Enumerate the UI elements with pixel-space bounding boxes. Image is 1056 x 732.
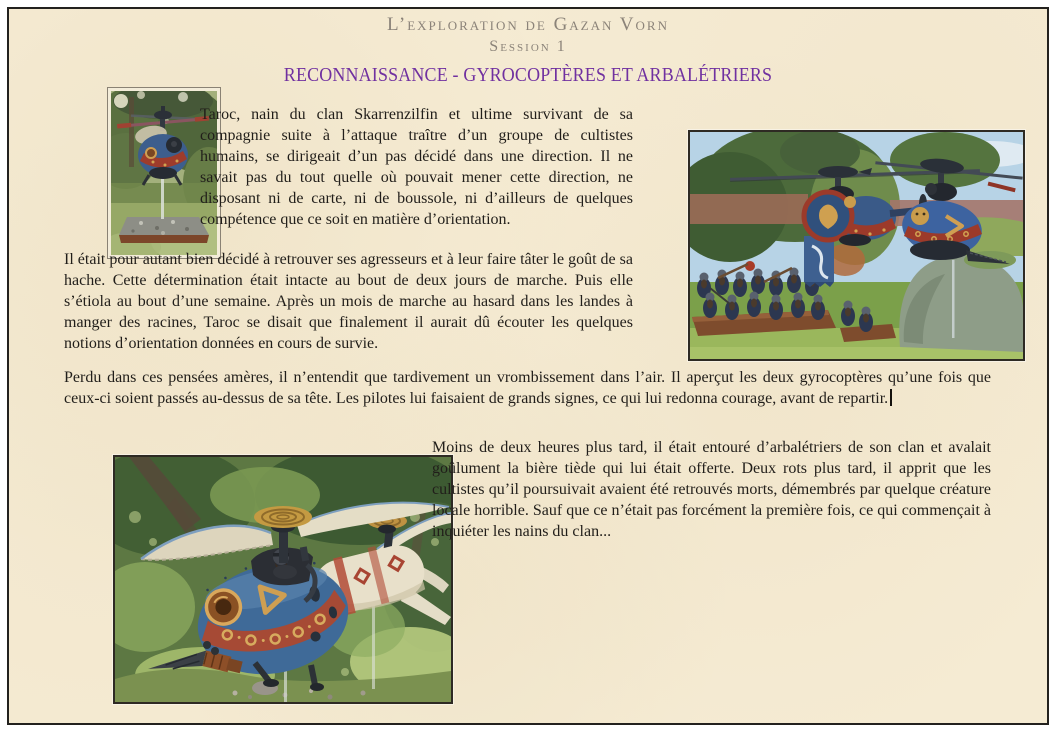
text-cursor bbox=[890, 389, 892, 406]
campaign-title[interactable]: L’exploration de Gazan Vorn bbox=[387, 14, 669, 35]
paragraph-return[interactable] bbox=[432, 437, 991, 542]
gyrocopter-closeup-photo[interactable] bbox=[113, 455, 453, 704]
paragraph-gyrocopters-text: Perdu dans ces pensées amères, il n’entendit que tardivement un vrombissement dans l’air. Il aperçut les deux gyrocoptères qu’une fois que ceux-ci soient passés au-dessus de sa tête. Les pilotes lui faisaient de grands signes, ce qui lui redonna courage, avant de repartir. bbox=[64, 369, 991, 407]
gyrocopters-regiment-illustration bbox=[690, 132, 1023, 359]
session-subtitle[interactable]: Session 1 bbox=[489, 38, 567, 55]
section-title[interactable]: RECONNAISSANCE - GYROCOPTÈRES ET ARBALÉTRIERS bbox=[283, 65, 773, 86]
gyrocopters-and-crossbowmen-photo[interactable] bbox=[688, 130, 1025, 361]
paragraph-determination[interactable] bbox=[64, 249, 633, 354]
paragraph-gyrocopters[interactable] bbox=[64, 367, 991, 409]
paragraph-return-text: Moins de deux heures plus tard, il était entouré d’arbalétriers de son clan et avalait goûlument la bière tiède qui lui était offerte. Deux rots plus tard, il apprit que les cultistes qu’il poursuivait avaient été retrouvés morts, démembrés par quelque créature locale horrible. Sauf que ce n’était pas forcément la première fois, ce qui commençait à inquiéter les nains du clan... bbox=[432, 439, 991, 540]
paragraph-intro[interactable] bbox=[200, 104, 633, 230]
gyrocopter-closeup-illustration bbox=[115, 457, 451, 702]
paragraph-intro-text: Taroc, nain du clan Skarrenzilfin et ultime survivant de sa compagnie suite à l’attaque traître d’un groupe de cultistes humains, se dirigeait d’un pas décidé dans une direction. Il ne savait pas du tout quelle où pouvait mener cette direction, ne disposant ni de carte, ni de boussole, ni d’ailleurs de quelques compétence que ce soit en matière d’orientation. bbox=[200, 106, 633, 228]
paragraph-determination-text: Il était pour autant bien décidé à retrouver ses agresseurs et à leur faire tâter le goût de sa hache. Cette détermination était intacte au bout de deux jours de marche. Puis elle s’étiola au bout d’une semaine. Après un mois de marche au hasard dans les landes à manger des racines, Taroc se disait que finalement il aurait dû écouter les quelques notions d’orientation données en cours de survie. bbox=[64, 251, 633, 352]
background-wall bbox=[690, 194, 808, 224]
